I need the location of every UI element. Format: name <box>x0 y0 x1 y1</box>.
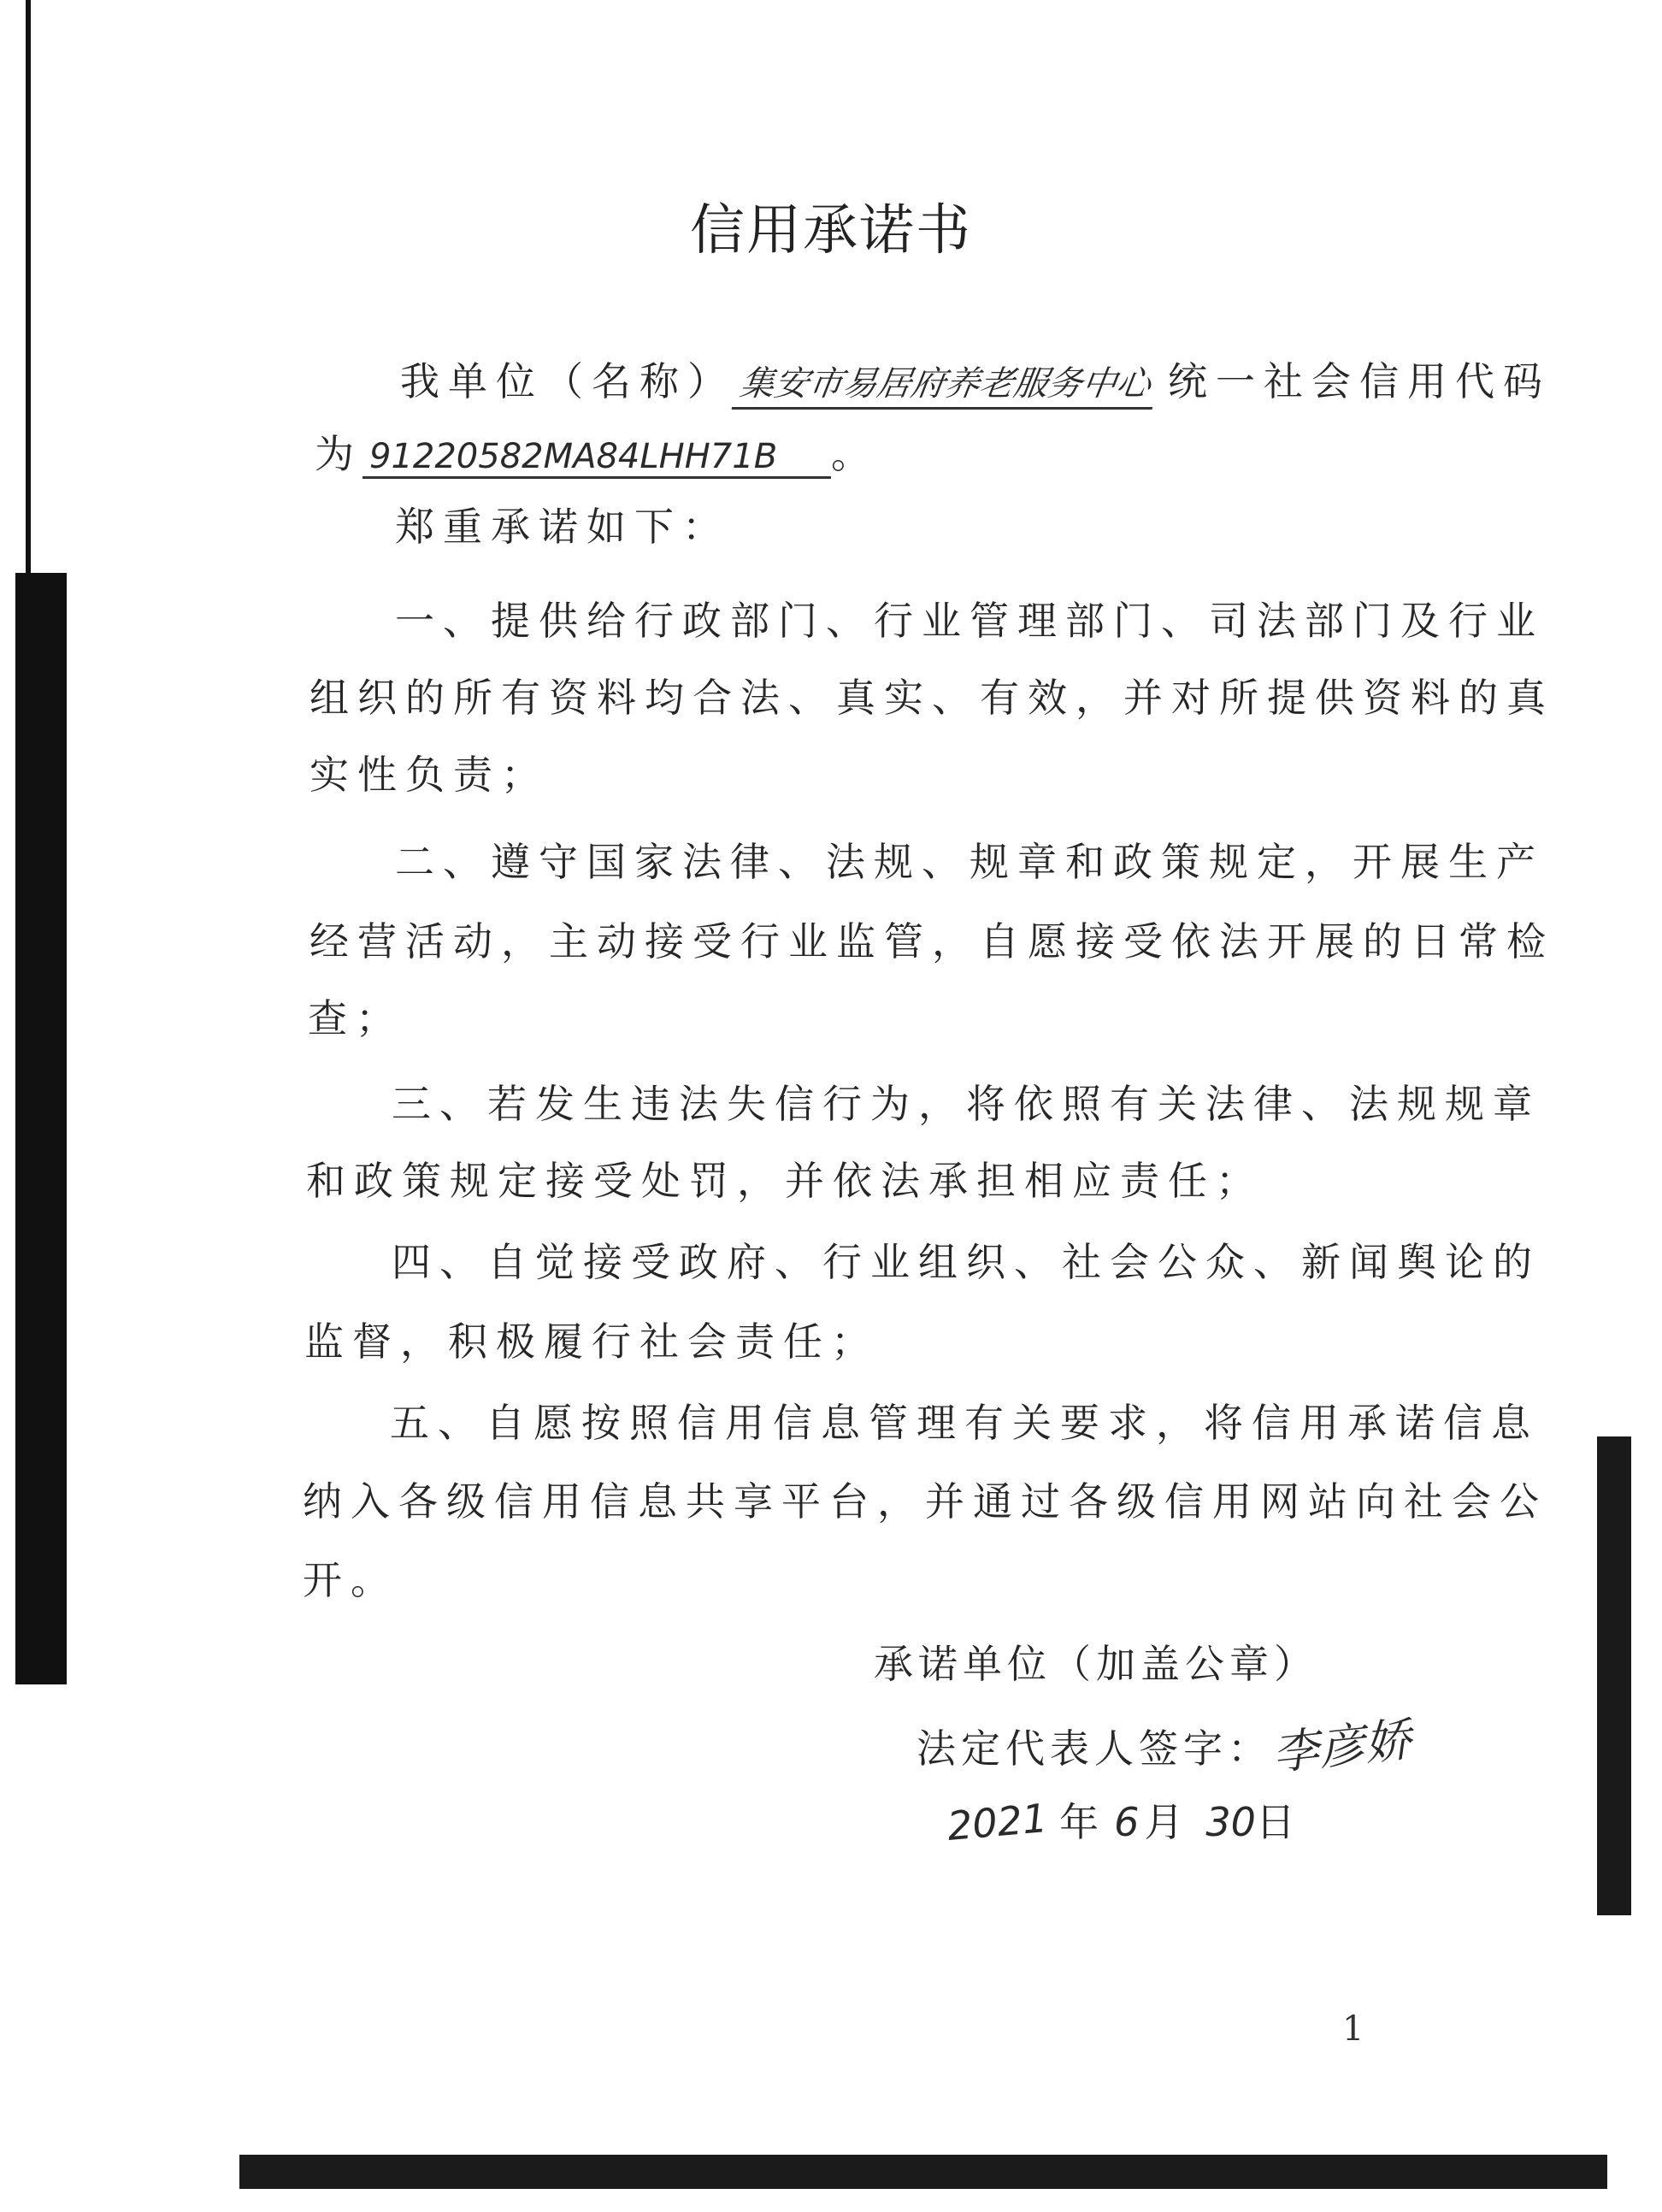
clause-2-line-2: 经营活动，主动接受行业监管，自愿接受依法开展的日常检 <box>309 918 1554 964</box>
code-suffix: 。 <box>831 431 879 477</box>
clause-5-line-2: 纳入各级信用信息共享平台，并通过各级信用网站向社会公 <box>303 1478 1547 1525</box>
legal-rep-signature: 李彦娇 <box>1270 1712 1414 1781</box>
intro-prefix: 我单位（名称） <box>400 358 735 404</box>
lead-line: 郑重承诺如下： <box>395 504 730 550</box>
clause-4-line-1: 四、自觉接受政府、行业组织、社会公众、新闻舆论的 <box>392 1239 1541 1285</box>
date-month-unit: 月 <box>1144 1799 1188 1845</box>
clause-2-line-3: 查； <box>308 995 404 1041</box>
date-year: 2021 <box>945 1795 1050 1849</box>
date-day-unit: 日 <box>1255 1799 1299 1845</box>
intro-line-2 <box>315 423 879 480</box>
date-year-unit: 年 <box>1059 1799 1103 1845</box>
legal-rep-label: 法定代表人签字： <box>916 1725 1272 1772</box>
credit-code-handwritten: 91220582MA84LHH71B <box>362 437 831 479</box>
date-day: 30 <box>1205 1799 1256 1845</box>
clause-1-line-3: 实性负责； <box>309 752 549 798</box>
code-prefix: 为 <box>315 431 362 477</box>
clause-5-line-1: 五、自愿按照信用信息管理有关要求，将信用承诺信息 <box>390 1400 1539 1446</box>
page-number: 1 <box>1342 2009 1364 2049</box>
clause-5-line-3: 开。 <box>303 1557 398 1603</box>
intro-line-1 <box>400 351 1551 410</box>
legal-rep-line <box>916 1710 1414 1781</box>
document-title: 信用承诺书 <box>690 199 972 262</box>
commitment-unit-label: 承诺单位（加盖公章） <box>874 1641 1318 1687</box>
intro-mid: 统一社会信用代码 <box>1168 358 1551 404</box>
clause-3-line-1: 三、若发生违法失信行为，将依照有关法律、法规规章 <box>392 1081 1541 1127</box>
clause-1-line-2: 组织的所有资料均合法、真实、有效，并对所提供资料的真 <box>309 675 1554 721</box>
company-name-handwritten: 集安市易居府养老服务中心 <box>732 357 1160 410</box>
clause-3-line-2: 和政策规定接受处罚，并依法承担相应责任； <box>306 1158 1264 1204</box>
clause-4-line-2: 监督，积极履行社会责任； <box>304 1318 879 1365</box>
date-line <box>947 1791 1299 1848</box>
date-month: 6 <box>1114 1799 1140 1845</box>
clause-2-line-1: 二、遵守国家法律、法规、规章和政策规定，开展生产 <box>395 839 1544 885</box>
clause-1-line-1: 一、提供给行政部门、行业管理部门、司法部门及行业 <box>395 598 1544 644</box>
